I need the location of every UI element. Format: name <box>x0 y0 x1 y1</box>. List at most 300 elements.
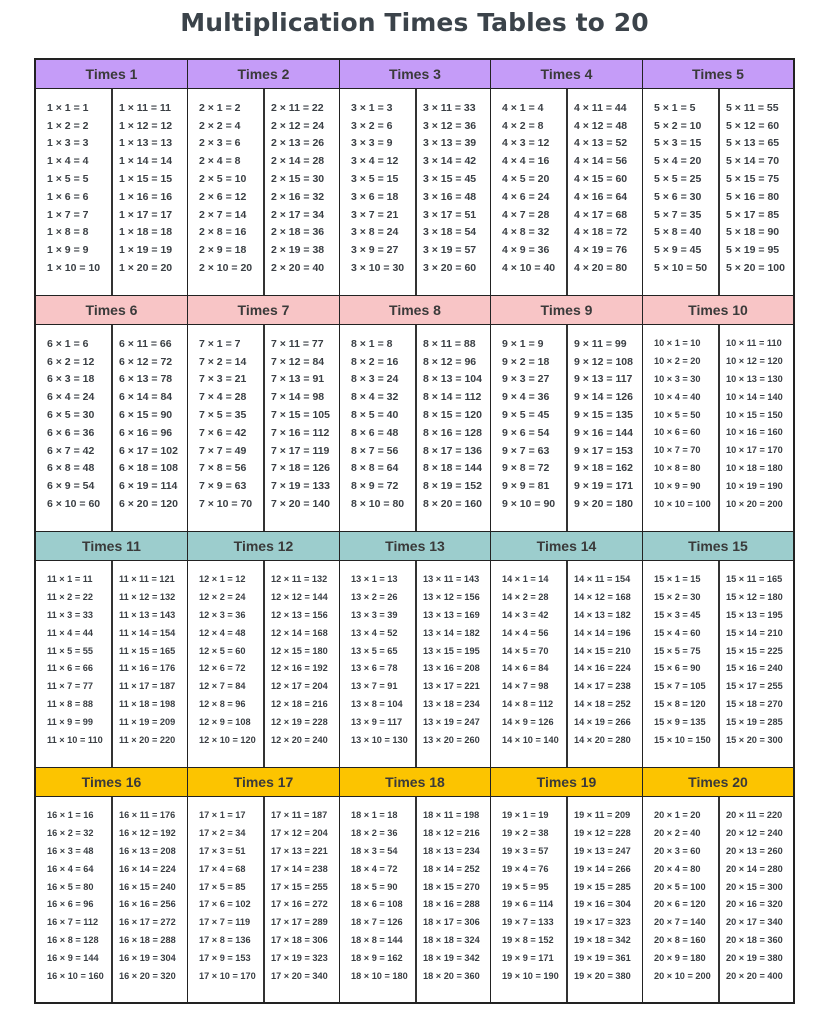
equation: 14 × 6 = 84 <box>502 663 549 674</box>
equation: 13 × 15 = 195 <box>423 645 480 656</box>
equation: 10 × 16 = 160 <box>726 427 783 438</box>
times-table-7 <box>188 296 340 532</box>
equation: 13 × 17 = 221 <box>423 681 480 692</box>
equation: 3 × 17 = 51 <box>423 208 477 221</box>
times-table-5 <box>643 60 793 296</box>
equation: 16 × 15 = 240 <box>119 881 176 892</box>
table-heading: Times 6 <box>36 296 187 325</box>
equation: 18 × 16 = 288 <box>423 899 480 910</box>
equation: 16 × 1 = 16 <box>47 810 94 821</box>
equation: 5 × 5 = 25 <box>654 172 702 185</box>
equation: 1 × 15 = 15 <box>119 172 173 185</box>
equation: 4 × 19 = 76 <box>574 244 628 257</box>
equations-column-11-to-20 <box>726 561 791 767</box>
equation: 6 × 2 = 12 <box>47 355 95 368</box>
equation: 8 × 20 = 160 <box>423 497 482 510</box>
equation: 7 × 20 = 140 <box>271 497 330 510</box>
equation: 11 × 19 = 209 <box>119 716 176 727</box>
equation: 18 × 11 = 198 <box>423 810 480 821</box>
equation: 1 × 13 = 13 <box>119 137 173 150</box>
equation: 5 × 18 = 90 <box>726 226 780 239</box>
equation: 20 × 6 = 120 <box>654 899 706 910</box>
equation: 13 × 2 = 26 <box>351 592 398 603</box>
equation: 12 × 9 = 108 <box>199 716 251 727</box>
equation: 14 × 8 = 112 <box>502 699 554 709</box>
table-heading: Times 5 <box>643 60 793 89</box>
equation: 5 × 20 = 100 <box>726 261 785 274</box>
equation: 7 × 6 = 42 <box>199 426 247 439</box>
equation: 14 × 20 = 280 <box>574 734 631 745</box>
equation: 12 × 10 = 120 <box>199 734 256 745</box>
times-table-18 <box>340 768 491 1002</box>
table-heading: Times 15 <box>643 532 793 561</box>
equation: 20 × 16 = 320 <box>726 899 783 910</box>
table-heading: Times 16 <box>36 768 187 797</box>
equation: 7 × 1 = 7 <box>199 337 241 350</box>
equation: 14 × 17 = 238 <box>574 681 631 692</box>
equation: 4 × 9 = 36 <box>502 244 550 257</box>
equation: 2 × 20 = 40 <box>271 261 325 274</box>
equation: 20 × 8 = 160 <box>654 935 706 945</box>
equation: 6 × 17 = 102 <box>119 444 178 457</box>
equation: 14 × 3 = 42 <box>502 610 549 620</box>
equation: 17 × 7 = 119 <box>199 917 251 928</box>
equation: 16 × 10 = 160 <box>47 970 104 981</box>
equation: 11 × 9 = 99 <box>47 716 93 727</box>
equation: 2 × 10 = 20 <box>199 261 253 274</box>
equation: 9 × 17 = 153 <box>574 444 633 457</box>
equation: 17 × 3 = 51 <box>199 846 246 856</box>
equation: 17 × 6 = 102 <box>199 899 251 910</box>
equations-column-11-to-20 <box>119 797 185 1002</box>
times-table-16 <box>36 768 188 1002</box>
equation: 1 × 10 = 10 <box>47 261 101 274</box>
equation: 9 × 16 = 144 <box>574 426 633 439</box>
times-table-3 <box>340 60 491 296</box>
equation: 1 × 4 = 4 <box>47 155 89 168</box>
equation: 12 × 1 = 12 <box>199 574 246 585</box>
equation: 20 × 11 = 220 <box>726 810 783 821</box>
equation: 6 × 16 = 96 <box>119 426 173 439</box>
equations-column-11-to-20 <box>726 797 791 1002</box>
equation: 13 × 6 = 78 <box>351 663 398 674</box>
equation: 9 × 13 = 117 <box>574 373 633 386</box>
equation: 18 × 10 = 180 <box>351 970 408 981</box>
times-table-14 <box>491 532 643 768</box>
equations-column-11-to-20 <box>119 89 185 295</box>
equation: 8 × 4 = 32 <box>351 391 399 404</box>
equation: 10 × 1 = 10 <box>654 338 701 349</box>
equation: 1 × 5 = 5 <box>47 172 89 185</box>
equation: 19 × 3 = 57 <box>502 846 549 856</box>
equation: 4 × 13 = 52 <box>574 137 628 150</box>
equation: 9 × 20 = 180 <box>574 497 633 510</box>
equation: 7 × 14 = 98 <box>271 391 325 404</box>
equation: 11 × 11 = 121 <box>119 574 175 585</box>
equation: 3 × 13 = 39 <box>423 137 477 150</box>
equation: 17 × 17 = 289 <box>271 917 328 928</box>
equation: 2 × 1 = 2 <box>199 101 241 114</box>
equation: 6 × 6 = 36 <box>47 426 95 439</box>
equation: 16 × 2 = 32 <box>47 828 94 839</box>
equation: 16 × 3 = 48 <box>47 846 94 856</box>
equation: 15 × 1 = 15 <box>654 574 701 585</box>
equation: 12 × 4 = 48 <box>199 627 246 638</box>
equations-column-11-to-20 <box>423 561 488 767</box>
equation: 9 × 1 = 9 <box>502 337 544 350</box>
equation: 14 × 14 = 196 <box>574 627 631 638</box>
equation: 18 × 17 = 306 <box>423 917 480 928</box>
equation: 20 × 4 = 80 <box>654 863 701 874</box>
equation: 20 × 5 = 100 <box>654 881 706 892</box>
table-heading: Times 18 <box>340 768 490 797</box>
equation: 2 × 7 = 14 <box>199 208 247 221</box>
equation: 11 × 10 = 110 <box>47 734 103 745</box>
equation: 11 × 3 = 33 <box>47 610 93 620</box>
equation: 19 × 14 = 266 <box>574 863 631 874</box>
equation: 9 × 12 = 108 <box>574 355 633 368</box>
equation: 16 × 11 = 176 <box>119 810 176 821</box>
equation: 2 × 8 = 16 <box>199 226 247 239</box>
equation: 16 × 20 = 320 <box>119 970 176 981</box>
equation: 16 × 5 = 80 <box>47 881 94 892</box>
equation: 5 × 19 = 95 <box>726 244 780 257</box>
equation: 10 × 17 = 170 <box>726 445 783 456</box>
equation: 17 × 9 = 153 <box>199 952 251 963</box>
equations-column-11-to-20 <box>119 561 185 767</box>
times-table-19 <box>491 768 643 1002</box>
equation: 16 × 16 = 256 <box>119 899 176 910</box>
equations-column-11-to-20 <box>574 89 640 295</box>
equation: 8 × 9 = 72 <box>351 480 399 493</box>
equation: 2 × 11 = 22 <box>271 101 324 114</box>
equations-column-11-to-20 <box>574 325 640 531</box>
equation: 10 × 10 = 100 <box>654 498 711 509</box>
table-heading: Times 10 <box>643 296 793 325</box>
times-table-8 <box>340 296 491 532</box>
equations-column-11-to-20 <box>574 797 640 1002</box>
equation: 16 × 19 = 304 <box>119 952 176 963</box>
equation: 16 × 8 = 128 <box>47 935 99 945</box>
equation: 13 × 8 = 104 <box>351 699 403 709</box>
equation: 6 × 13 = 78 <box>119 373 173 386</box>
equation: 3 × 20 = 60 <box>423 261 477 274</box>
equation: 2 × 9 = 18 <box>199 244 247 257</box>
equation: 6 × 5 = 30 <box>47 408 95 421</box>
equation: 20 × 2 = 40 <box>654 828 701 839</box>
equation: 11 × 15 = 165 <box>119 645 176 656</box>
equations-column-11-to-20 <box>271 561 337 767</box>
equations-column-11-to-20 <box>271 89 337 295</box>
equation: 15 × 15 = 225 <box>726 645 783 656</box>
equation: 17 × 20 = 340 <box>271 970 328 981</box>
equation: 4 × 12 = 48 <box>574 119 628 132</box>
equation: 1 × 18 = 18 <box>119 226 173 239</box>
equation: 17 × 14 = 238 <box>271 863 328 874</box>
equation: 19 × 2 = 38 <box>502 828 549 839</box>
equation: 11 × 6 = 66 <box>47 663 93 674</box>
times-table-2 <box>188 60 340 296</box>
equation: 1 × 19 = 19 <box>119 244 173 257</box>
times-table-11 <box>36 532 188 768</box>
equation: 8 × 3 = 24 <box>351 373 399 386</box>
equation: 11 × 18 = 198 <box>119 699 176 709</box>
equation: 6 × 10 = 60 <box>47 497 101 510</box>
equation: 4 × 5 = 20 <box>502 172 550 185</box>
equation: 10 × 6 = 60 <box>654 427 701 438</box>
equation: 20 × 3 = 60 <box>654 846 701 856</box>
equation: 19 × 9 = 171 <box>502 952 554 963</box>
equation: 11 × 16 = 176 <box>119 663 176 674</box>
equation: 2 × 6 = 12 <box>199 190 247 203</box>
equation: 11 × 13 = 143 <box>119 610 176 620</box>
equation: 1 × 12 = 12 <box>119 119 173 132</box>
equation: 4 × 8 = 32 <box>502 226 550 239</box>
equation: 7 × 9 = 63 <box>199 480 247 493</box>
equation: 17 × 18 = 306 <box>271 935 328 945</box>
equation: 9 × 11 = 99 <box>574 337 627 350</box>
page-title: Multiplication Times Tables to 20 <box>180 8 649 37</box>
table-heading: Times 9 <box>491 296 642 325</box>
times-table-6 <box>36 296 188 532</box>
equation: 1 × 14 = 14 <box>119 155 173 168</box>
equation: 18 × 20 = 360 <box>423 970 480 981</box>
equation: 13 × 12 = 156 <box>423 592 480 603</box>
table-heading: Times 7 <box>188 296 339 325</box>
equation: 4 × 11 = 44 <box>574 101 627 114</box>
equation: 15 × 6 = 90 <box>654 663 701 674</box>
equation: 6 × 7 = 42 <box>47 444 95 457</box>
equation: 7 × 7 = 49 <box>199 444 247 457</box>
equation: 4 × 4 = 16 <box>502 155 550 168</box>
equation: 17 × 1 = 17 <box>199 810 246 821</box>
equation: 12 × 13 = 156 <box>271 610 328 620</box>
equation: 5 × 6 = 30 <box>654 190 702 203</box>
equation: 13 × 10 = 130 <box>351 734 408 745</box>
equation: 8 × 7 = 56 <box>351 444 399 457</box>
equation: 12 × 7 = 84 <box>199 681 246 692</box>
equation: 14 × 4 = 56 <box>502 627 549 638</box>
equation: 8 × 6 = 48 <box>351 426 399 439</box>
equation: 9 × 6 = 54 <box>502 426 550 439</box>
equation: 19 × 6 = 114 <box>502 899 554 910</box>
equation: 20 × 15 = 300 <box>726 881 783 892</box>
equation: 20 × 1 = 20 <box>654 810 701 821</box>
equation: 8 × 1 = 8 <box>351 337 393 350</box>
equation: 19 × 8 = 152 <box>502 935 554 945</box>
equation: 14 × 1 = 14 <box>502 574 549 585</box>
equation: 2 × 12 = 24 <box>271 119 325 132</box>
equation: 5 × 4 = 20 <box>654 155 702 168</box>
equation: 7 × 17 = 119 <box>271 444 330 457</box>
equation: 20 × 18 = 360 <box>726 935 783 945</box>
equation: 3 × 3 = 9 <box>351 137 393 150</box>
equation: 9 × 4 = 36 <box>502 391 550 404</box>
equation: 8 × 10 = 80 <box>351 497 405 510</box>
equation: 16 × 17 = 272 <box>119 917 176 928</box>
equation: 11 × 2 = 22 <box>47 592 93 603</box>
equation: 5 × 17 = 85 <box>726 208 780 221</box>
equation: 14 × 10 = 140 <box>502 734 559 745</box>
equation: 12 × 6 = 72 <box>199 663 246 674</box>
equation: 19 × 19 = 361 <box>574 952 631 963</box>
equation: 2 × 5 = 10 <box>199 172 247 185</box>
equation: 15 × 13 = 195 <box>726 610 783 620</box>
equation: 8 × 12 = 96 <box>423 355 477 368</box>
equation: 13 × 5 = 65 <box>351 645 398 656</box>
times-table-1 <box>36 60 188 296</box>
equation: 19 × 13 = 247 <box>574 846 631 856</box>
equation: 1 × 8 = 8 <box>47 226 89 239</box>
equation: 5 × 11 = 55 <box>726 101 779 114</box>
equation: 17 × 13 = 221 <box>271 846 328 856</box>
equation: 19 × 1 = 19 <box>502 810 549 821</box>
equation: 15 × 2 = 30 <box>654 592 701 603</box>
equation: 19 × 20 = 380 <box>574 970 631 981</box>
equation: 20 × 19 = 380 <box>726 952 783 963</box>
equation: 15 × 18 = 270 <box>726 699 783 709</box>
equation: 14 × 9 = 126 <box>502 716 554 727</box>
equation: 8 × 19 = 152 <box>423 480 482 493</box>
equation: 8 × 11 = 88 <box>423 337 476 350</box>
equation: 19 × 4 = 76 <box>502 863 549 874</box>
equation: 5 × 13 = 65 <box>726 137 780 150</box>
equation: 1 × 16 = 16 <box>119 190 173 203</box>
equation: 7 × 2 = 14 <box>199 355 247 368</box>
equation: 18 × 2 = 36 <box>351 828 398 839</box>
equation: 10 × 11 = 110 <box>726 338 782 349</box>
equation: 15 × 9 = 135 <box>654 716 706 727</box>
equation: 4 × 10 = 40 <box>502 261 556 274</box>
equation: 15 × 5 = 75 <box>654 645 701 656</box>
equation: 9 × 5 = 45 <box>502 408 550 421</box>
equation: 19 × 12 = 228 <box>574 828 631 839</box>
equation: 5 × 1 = 5 <box>654 101 696 114</box>
equation: 8 × 8 = 64 <box>351 462 399 475</box>
equation: 16 × 13 = 208 <box>119 846 176 856</box>
equation: 14 × 5 = 70 <box>502 645 549 656</box>
equation: 13 × 14 = 182 <box>423 627 480 638</box>
equation: 14 × 12 = 168 <box>574 592 631 603</box>
equation: 12 × 20 = 240 <box>271 734 328 745</box>
times-table-10 <box>643 296 793 532</box>
equation: 5 × 8 = 40 <box>654 226 702 239</box>
equation: 2 × 16 = 32 <box>271 190 325 203</box>
equation: 9 × 19 = 171 <box>574 480 633 493</box>
equation: 3 × 19 = 57 <box>423 244 477 257</box>
equation: 18 × 6 = 108 <box>351 899 403 910</box>
equation: 12 × 19 = 228 <box>271 716 328 727</box>
equation: 1 × 11 = 11 <box>119 101 171 114</box>
equation: 14 × 19 = 266 <box>574 716 631 727</box>
equations-column-11-to-20 <box>423 89 488 295</box>
equation: 13 × 4 = 52 <box>351 627 398 638</box>
equation: 9 × 18 = 162 <box>574 462 633 475</box>
table-heading: Times 17 <box>188 768 339 797</box>
equation: 7 × 15 = 105 <box>271 408 330 421</box>
equation: 9 × 10 = 90 <box>502 497 556 510</box>
equation: 14 × 2 = 28 <box>502 592 549 603</box>
equation: 10 × 2 = 20 <box>654 356 701 367</box>
equation: 3 × 5 = 15 <box>351 172 399 185</box>
equation: 6 × 8 = 48 <box>47 462 95 475</box>
equations-column-11-to-20 <box>423 797 488 1002</box>
equation: 6 × 19 = 114 <box>119 480 178 493</box>
equation: 15 × 11 = 165 <box>726 574 783 585</box>
equation: 19 × 10 = 190 <box>502 970 559 981</box>
equation: 10 × 8 = 80 <box>654 463 701 473</box>
equation: 3 × 18 = 54 <box>423 226 477 239</box>
equation: 17 × 8 = 136 <box>199 935 251 945</box>
equations-column-11-to-20 <box>574 561 640 767</box>
equation: 17 × 11 = 187 <box>271 810 328 821</box>
equation: 11 × 7 = 77 <box>47 681 93 692</box>
equation: 18 × 3 = 54 <box>351 846 398 856</box>
equation: 7 × 11 = 77 <box>271 337 324 350</box>
equation: 3 × 1 = 3 <box>351 101 393 114</box>
equation: 6 × 14 = 84 <box>119 391 173 404</box>
equation: 3 × 4 = 12 <box>351 155 399 168</box>
equation: 13 × 13 = 169 <box>423 610 480 620</box>
times-table-4 <box>491 60 643 296</box>
equation: 3 × 14 = 42 <box>423 155 477 168</box>
equation: 10 × 15 = 150 <box>726 409 783 420</box>
equation: 6 × 12 = 72 <box>119 355 173 368</box>
equation: 20 × 20 = 400 <box>726 970 783 981</box>
table-heading: Times 1 <box>36 60 187 89</box>
times-table-17 <box>188 768 340 1002</box>
equation: 8 × 16 = 128 <box>423 426 482 439</box>
equation: 3 × 15 = 45 <box>423 172 477 185</box>
equation: 8 × 14 = 112 <box>423 391 482 404</box>
equation: 10 × 18 = 180 <box>726 463 783 473</box>
equation: 18 × 4 = 72 <box>351 863 398 874</box>
equation: 13 × 7 = 91 <box>351 681 398 692</box>
table-heading: Times 20 <box>643 768 793 797</box>
equation: 19 × 17 = 323 <box>574 917 631 928</box>
equation: 19 × 5 = 95 <box>502 881 549 892</box>
equation: 16 × 18 = 288 <box>119 935 176 945</box>
equation: 1 × 20 = 20 <box>119 261 173 274</box>
equation: 4 × 14 = 56 <box>574 155 628 168</box>
equation: 11 × 12 = 132 <box>119 592 176 603</box>
equation: 10 × 7 = 70 <box>654 445 701 456</box>
times-tables-grid <box>34 58 795 1004</box>
equation: 5 × 3 = 15 <box>654 137 702 150</box>
equation: 13 × 11 = 143 <box>423 574 480 585</box>
equation: 1 × 3 = 3 <box>47 137 89 150</box>
equation: 5 × 2 = 10 <box>654 119 702 132</box>
equation: 13 × 16 = 208 <box>423 663 480 674</box>
equation: 12 × 11 = 132 <box>271 574 328 585</box>
times-table-9 <box>491 296 643 532</box>
equations-column-11-to-20 <box>423 325 488 531</box>
equation: 12 × 8 = 96 <box>199 699 246 709</box>
equation: 15 × 7 = 105 <box>654 681 706 692</box>
equation: 8 × 18 = 144 <box>423 462 482 475</box>
equation: 8 × 15 = 120 <box>423 408 482 421</box>
times-table-13 <box>340 532 491 768</box>
equation: 13 × 20 = 260 <box>423 734 480 745</box>
equation: 13 × 19 = 247 <box>423 716 480 727</box>
equation: 16 × 9 = 144 <box>47 952 99 963</box>
equation: 17 × 10 = 170 <box>199 970 256 981</box>
equation: 15 × 3 = 45 <box>654 610 701 620</box>
equation: 6 × 11 = 66 <box>119 337 172 350</box>
equation: 10 × 5 = 50 <box>654 409 701 420</box>
equation: 13 × 1 = 13 <box>351 574 398 585</box>
equation: 10 × 20 = 200 <box>726 498 783 509</box>
